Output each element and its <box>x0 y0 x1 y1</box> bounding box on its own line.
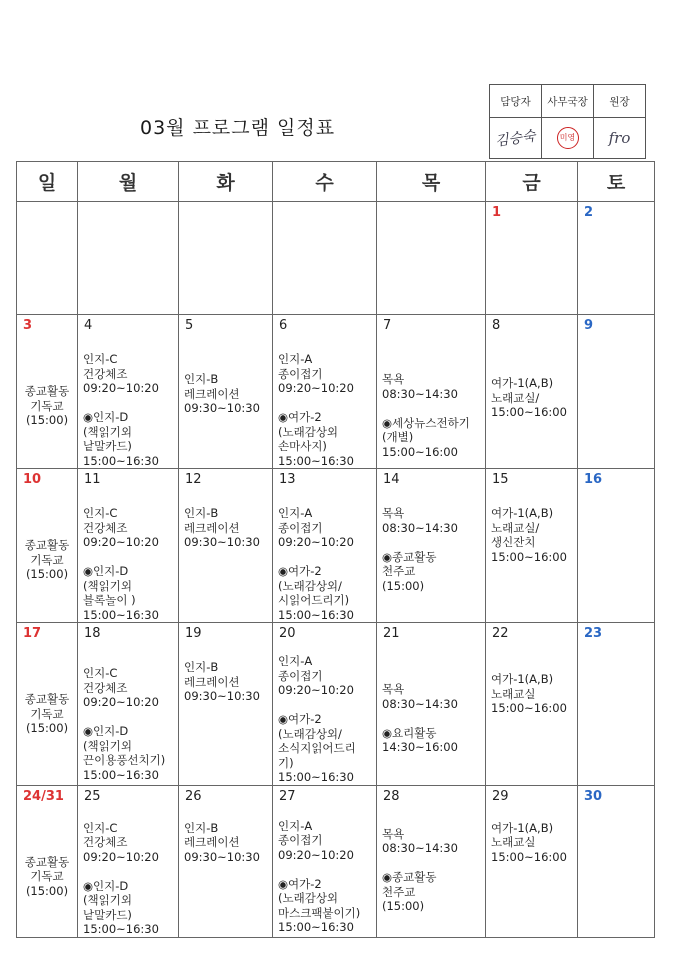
day-number: 26 <box>185 788 202 804</box>
calendar-day-cell <box>486 469 578 623</box>
day-events: 여가-1(A,B) 노래교실/ 생신잔치 15:00~16:00 <box>491 506 567 564</box>
stamp-seal-icon: 미영 <box>557 127 579 149</box>
weekday-tue: 화 <box>179 162 273 202</box>
weekday-wed: 수 <box>273 162 377 202</box>
day-number: 5 <box>185 318 194 333</box>
calendar-day-cell <box>78 202 179 315</box>
day-events: 인지-B 레크레이션 09:30~10:30 <box>184 820 260 864</box>
signature-staff: 김승숙 <box>494 128 537 150</box>
calendar-day-cell <box>179 202 273 315</box>
calendar-day-cell <box>377 315 486 469</box>
day-events: 여가-1(A,B) 노래교실 15:00~16:00 <box>491 820 567 864</box>
day-events: 목욕 08:30~14:30 ◉종교활동 천주교 (15:00) <box>382 506 458 593</box>
approval-header-director: 원장 <box>594 85 646 118</box>
day-events: 인지-A 종이접기 09:20~10:20 ◉여가-2 (노래감상외 손마사지) 15:00~16:30 <box>278 352 354 468</box>
day-number: 6 <box>279 318 288 333</box>
day-number: 3 <box>23 318 33 333</box>
approval-header-manager: 사무국장 <box>542 85 594 118</box>
day-events: 인지-C 건강체조 09:20~10:20 ◉인지-D (책읽기외 낱말카드) 15:00~16:30 <box>83 352 159 468</box>
day-events: 인지-B 레크레이션 09:30~10:30 <box>184 506 260 549</box>
day-events: 종교활동 기독교 (15:00) <box>24 692 70 735</box>
day-events: 목욕 08:30~14:30 ◉세상뉴스전하기 (개별) 15:00~16:00 <box>382 372 470 459</box>
approval-sign-director <box>594 118 646 159</box>
calendar-day-cell <box>486 202 578 315</box>
day-number: 21 <box>383 626 400 641</box>
day-events: 인지-C 건강체조 09:20~10:20 ◉인지-D (책읽기외 낱말카드) 15:00~16:30 <box>83 820 159 936</box>
calendar-day-cell <box>486 785 578 937</box>
calendar-table <box>16 161 655 938</box>
calendar-day-cell <box>179 469 273 623</box>
day-number: 25 <box>84 788 101 804</box>
calendar-week-row <box>17 469 655 623</box>
day-number: 12 <box>185 472 202 487</box>
calendar-day-cell <box>377 469 486 623</box>
calendar-day-cell <box>78 469 179 623</box>
calendar-day-cell <box>179 785 273 937</box>
day-number: 19 <box>185 626 202 641</box>
calendar-day-cell <box>273 623 377 786</box>
calendar-day-cell <box>78 785 179 937</box>
day-number: 4 <box>84 318 93 333</box>
approval-sign-staff <box>490 118 542 159</box>
day-events: 종교활동 기독교 (15:00) <box>24 384 70 427</box>
day-events: 인지-C 건강체조 09:20~10:20 ◉인지-D (책읽기외 블록놀이 ) 15:00~16:30 <box>83 506 159 622</box>
day-number: 29 <box>492 788 509 804</box>
day-number: 13 <box>279 472 296 487</box>
day-number: 17 <box>23 626 42 641</box>
day-number: 9 <box>584 318 594 333</box>
calendar-day-cell <box>578 202 655 315</box>
calendar-day-cell <box>273 202 377 315</box>
day-number: 22 <box>492 626 509 641</box>
day-number: 15 <box>492 472 509 487</box>
day-events: 목욕 08:30~14:30 ◉종교활동 천주교 (15:00) <box>382 826 458 913</box>
weekday-fri: 금 <box>486 162 578 202</box>
calendar-week-row <box>17 315 655 469</box>
day-number: 24/31 <box>23 788 64 804</box>
day-events: 여가-1(A,B) 노래교실 15:00~16:00 <box>491 672 567 715</box>
calendar-day-cell <box>578 785 655 937</box>
day-number: 8 <box>492 318 501 333</box>
day-events: 인지-A 종이접기 09:20~10:20 ◉여가-2 (노래감상외/ 소식지읽어드리 기) 15:00~16:30 <box>278 654 356 784</box>
calendar-day-cell <box>486 315 578 469</box>
calendar-day-cell <box>179 315 273 469</box>
day-events: 인지-A 종이접기 09:20~10:20 ◉여가-2 (노래감상외/ 시읽어드리기) 15:00~16:30 <box>278 506 354 622</box>
weekday-sun: 일 <box>17 162 78 202</box>
day-number: 11 <box>84 472 101 487</box>
calendar-day-cell <box>273 469 377 623</box>
day-events: 인지-A 종이접기 09:20~10:20 ◉여가-2 (노래감상외 마스크팩붙이기) 15:00~16:30 <box>278 818 361 934</box>
calendar-day-cell <box>273 785 377 937</box>
calendar-day-cell <box>578 469 655 623</box>
calendar-day-cell <box>578 623 655 786</box>
calendar-day-cell <box>377 785 486 937</box>
day-events: 여가-1(A,B) 노래교실/ 15:00~16:00 <box>491 376 567 419</box>
weekday-sat: 토 <box>578 162 655 202</box>
day-number: 30 <box>584 788 603 804</box>
calendar-day-cell <box>273 315 377 469</box>
calendar-day-cell <box>17 785 78 937</box>
day-number: 27 <box>279 788 296 804</box>
calendar-day-cell <box>578 315 655 469</box>
calendar-day-cell <box>17 469 78 623</box>
day-number: 14 <box>383 472 400 487</box>
day-number: 2 <box>584 205 594 220</box>
signature-director: fro <box>608 129 631 147</box>
calendar-week-row <box>17 623 655 786</box>
calendar-day-cell <box>377 623 486 786</box>
day-events: 인지-C 건강체조 09:20~10:20 ◉인지-D (책읽기외 끈이용풍선치기) 15:00~16:30 <box>83 666 166 782</box>
day-number: 28 <box>383 788 400 804</box>
calendar-day-cell <box>78 623 179 786</box>
calendar-day-cell <box>486 623 578 786</box>
calendar-day-cell <box>17 315 78 469</box>
calendar-week-row <box>17 785 655 937</box>
calendar-week-row <box>17 202 655 315</box>
day-number: 7 <box>383 318 392 333</box>
day-number: 20 <box>279 626 296 641</box>
day-number: 16 <box>584 472 603 487</box>
calendar-day-cell <box>78 315 179 469</box>
calendar-day-cell <box>179 623 273 786</box>
day-number: 10 <box>23 472 42 487</box>
calendar-day-cell <box>17 202 78 315</box>
day-events: 인지-B 레크레이션 09:30~10:30 <box>184 660 260 703</box>
day-events: 종교활동 기독교 (15:00) <box>24 538 70 581</box>
day-number: 1 <box>492 205 502 220</box>
day-number: 18 <box>84 626 101 641</box>
page-title: 03월 프로그램 일정표 <box>140 117 336 139</box>
weekday-thu: 목 <box>377 162 486 202</box>
day-events: 종교활동 기독교 (15:00) <box>24 854 70 898</box>
calendar-day-cell <box>17 623 78 786</box>
calendar-day-cell <box>377 202 486 315</box>
approval-sign-manager <box>542 118 594 159</box>
approval-header-staff: 담당자 <box>490 85 542 118</box>
weekday-mon: 월 <box>78 162 179 202</box>
day-events: 목욕 08:30~14:30 ◉요리활동 14:30~16:00 <box>382 682 458 754</box>
approval-box <box>489 84 646 159</box>
day-number: 23 <box>584 626 603 641</box>
day-events: 인지-B 레크레이션 09:30~10:30 <box>184 372 260 415</box>
